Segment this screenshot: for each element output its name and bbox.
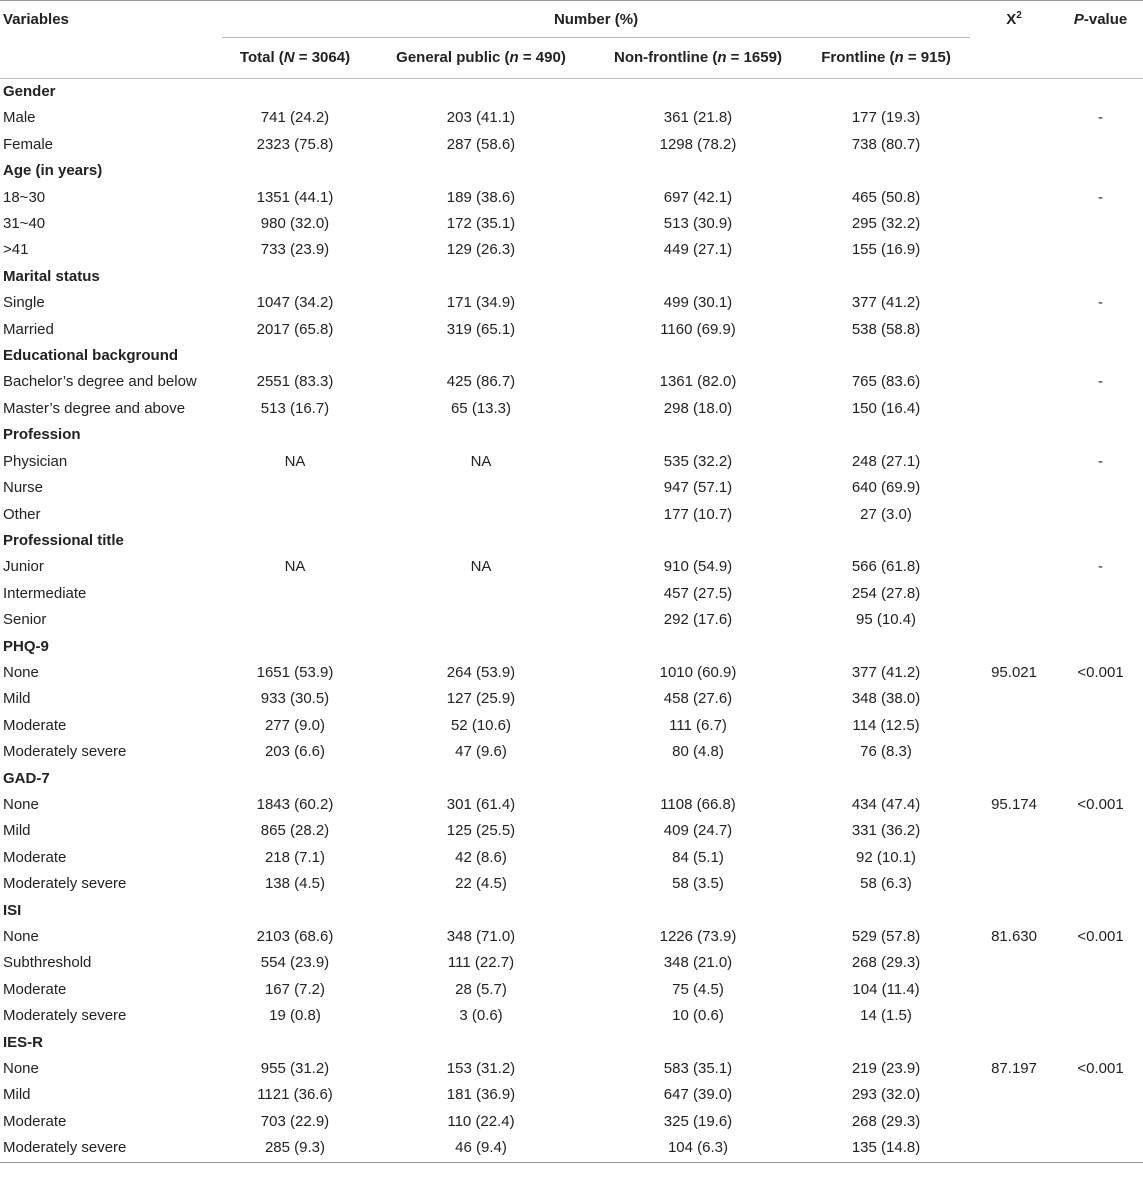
group-label: Marital status [3, 267, 100, 285]
frontline-cell: 377 (41.2) [851, 294, 921, 312]
row-label: Married [3, 320, 54, 338]
frontline-cell: 377 (41.2) [851, 663, 921, 681]
non-frontline-cell: 104 (6.3) [594, 1135, 802, 1162]
non-frontline-cell: 75 (4.5) [672, 980, 724, 998]
frontline-cell: 295 (32.2) [851, 215, 921, 233]
col-post: = 915) [903, 49, 951, 66]
frontline-cell: 348 (38.0) [851, 690, 921, 708]
p-value-cell [1058, 1003, 1143, 1029]
total-cell: 703 (22.9) [260, 1112, 330, 1130]
non-frontline-cell: 1298 (78.2) [659, 135, 737, 153]
table-row [0, 845, 1143, 871]
table-row [0, 818, 1143, 844]
p-value-cell [1058, 502, 1143, 528]
total-cell [222, 475, 368, 501]
chi-x: X [1006, 11, 1017, 28]
col-var: n [509, 49, 519, 66]
group-label: Age (in years) [3, 162, 103, 180]
row-label: Physician [3, 452, 68, 470]
table-row [0, 1082, 1143, 1108]
group-header-row [0, 766, 1143, 792]
chi-square-cell [970, 686, 1058, 712]
p-value-cell [1058, 1109, 1143, 1135]
group-label: IES-R [3, 1033, 44, 1051]
non-frontline-cell: 449 (27.1) [663, 241, 733, 259]
non-frontline-cell: 10 (0.6) [672, 1007, 724, 1025]
general-public-cell: 46 (9.4) [368, 1135, 594, 1162]
group-header-row [0, 343, 1143, 369]
group-label: Educational background [3, 347, 179, 365]
table-row [0, 660, 1143, 686]
table-row [0, 502, 1143, 528]
general-public-cell [368, 581, 594, 607]
chi-square-cell [970, 317, 1058, 343]
row-label: 18~30 [3, 188, 46, 206]
table-row [0, 977, 1143, 1003]
frontline-cell: 254 (27.8) [851, 584, 921, 602]
chi-square-cell [970, 369, 1058, 395]
chi-square-cell [970, 290, 1058, 316]
general-public-cell: 22 (4.5) [455, 875, 507, 893]
frontline-cell: 529 (57.8) [851, 928, 921, 945]
frontline-cell: 268 (29.3) [851, 1112, 921, 1130]
table-body [0, 79, 1143, 1163]
chi-square-cell [970, 871, 1058, 897]
empty-header-cell [1058, 38, 1143, 79]
non-frontline-cell: 647 (39.0) [663, 1086, 733, 1104]
table-row [0, 1056, 1143, 1082]
table-row [0, 185, 1143, 211]
total-cell: 2323 (75.8) [256, 135, 334, 153]
p-value-cell [1058, 607, 1143, 633]
frontline-cell: 114 (12.5) [852, 716, 920, 734]
group-label: Professional title [3, 531, 124, 549]
non-frontline-cell: 409 (24.7) [663, 822, 733, 840]
chi-square-cell [970, 739, 1058, 765]
non-frontline-cell: 325 (19.6) [663, 1112, 733, 1130]
non-frontline-cell: 535 (32.2) [663, 452, 733, 470]
p-value-cell [1058, 132, 1143, 158]
table-row [0, 924, 1143, 950]
total-cell: 933 (30.5) [260, 690, 330, 708]
frontline-cell: 150 (16.4) [851, 399, 921, 417]
empty-header-cell [0, 38, 222, 79]
general-public-cell: 189 (38.6) [446, 188, 516, 206]
table-row [0, 211, 1143, 237]
group-header-row [0, 528, 1143, 554]
group-label: Gender [0, 79, 1143, 106]
chi-square-cell [970, 581, 1058, 607]
chi-square-cell [970, 185, 1058, 211]
group-header-row [0, 634, 1143, 660]
group-label: GAD-7 [3, 769, 50, 787]
table-header [0, 1, 1143, 79]
row-label: Other [3, 505, 41, 523]
total-cell: 955 (31.2) [260, 1060, 330, 1078]
general-public-cell: 319 (65.1) [446, 320, 516, 338]
row-label: Subthreshold [3, 954, 92, 972]
total-cell [222, 607, 368, 633]
total-cell: 865 (28.2) [260, 822, 330, 840]
table-row [0, 290, 1143, 316]
total-cell [222, 581, 368, 607]
table-row [0, 1109, 1143, 1135]
frontline-cell: 76 (8.3) [860, 743, 912, 761]
row-label: Master’s degree and above [3, 399, 186, 417]
row-label: Intermediate [3, 584, 87, 602]
table-row [0, 132, 1143, 158]
chi-square-header [970, 1, 1058, 38]
frontline-cell: 219 (23.9) [851, 1060, 921, 1078]
general-public-cell: 3 (0.6) [459, 1007, 503, 1025]
row-label: Moderate [3, 980, 67, 998]
p-italic: P [1073, 11, 1084, 28]
general-public-cell: 65 (13.3) [450, 399, 512, 417]
frontline-cell: 434 (47.4) [851, 795, 921, 813]
frontline-cell: 538 (58.8) [851, 320, 921, 338]
p-value-cell [1058, 396, 1143, 422]
row-label: Senior [3, 611, 47, 629]
row-label: Mild [3, 822, 31, 840]
total-cell: 218 (7.1) [264, 848, 326, 866]
total-col-header [222, 38, 368, 79]
header-row-1 [0, 1, 1143, 38]
row-label: Moderate [3, 716, 67, 734]
total-cell: 741 (24.2) [260, 109, 330, 127]
p-value-cell: - [1098, 294, 1104, 312]
chi-square-cell [970, 237, 1058, 263]
non-frontline-col-header [594, 38, 802, 79]
col-var: N [283, 49, 295, 66]
frontline-cell: 566 (61.8) [851, 558, 921, 576]
p-value-cell [1058, 581, 1143, 607]
chi-square-cell [970, 1109, 1058, 1135]
total-cell [222, 502, 368, 528]
non-frontline-cell: 910 (54.9) [663, 558, 733, 576]
frontline-cell: 135 (14.8) [802, 1135, 970, 1162]
variables-header: Variables [0, 1, 222, 38]
non-frontline-cell: 499 (30.1) [663, 294, 733, 312]
non-frontline-cell: 947 (57.1) [663, 479, 733, 497]
p-value-cell [1058, 818, 1143, 844]
col-pre: Total ( [239, 49, 284, 66]
general-public-cell: 172 (35.1) [446, 215, 516, 233]
table-row [0, 105, 1143, 131]
chi-square-cell [970, 475, 1058, 501]
general-public-cell [368, 607, 594, 633]
non-frontline-cell: 361 (21.8) [663, 109, 733, 127]
p-value-cell [1058, 950, 1143, 976]
row-label: Mild [3, 1086, 31, 1104]
row-label: None [3, 795, 39, 813]
non-frontline-cell: 84 (5.1) [672, 848, 724, 866]
table-row [0, 792, 1143, 818]
row-label: Male [3, 109, 36, 127]
total-cell: 1843 (60.2) [256, 795, 334, 813]
total-cell: 138 (4.5) [264, 875, 326, 893]
chi-square-cell [970, 818, 1058, 844]
row-label: Moderate [3, 848, 67, 866]
non-frontline-cell: 1160 (69.9) [660, 320, 736, 338]
group-header-row [0, 158, 1143, 184]
chi-square-cell [970, 950, 1058, 976]
p-value-cell [1058, 1082, 1143, 1108]
frontline-cell: 155 (16.9) [851, 241, 921, 259]
total-cell: 2017 (65.8) [256, 320, 334, 338]
general-public-cell: 153 (31.2) [446, 1060, 516, 1078]
number-pct-header: Number (%) [222, 1, 970, 38]
p-value-cell [1058, 713, 1143, 739]
p-value-cell [1058, 1135, 1143, 1162]
chi-square-cell: 87.197 [991, 1060, 1037, 1078]
row-label: None [3, 928, 39, 945]
chi-square-cell [970, 713, 1058, 739]
group-header-row [0, 264, 1143, 290]
non-frontline-cell: 583 (35.1) [663, 1060, 733, 1078]
frontline-cell: 465 (50.8) [851, 188, 921, 206]
col-pre: Frontline ( [821, 49, 895, 66]
non-frontline-cell: 1010 (60.9) [659, 663, 737, 681]
frontline-cell: 177 (19.3) [851, 109, 921, 127]
frontline-cell: 27 (3.0) [860, 505, 912, 523]
non-frontline-cell: 1108 (66.8) [660, 795, 736, 813]
chi-square-cell [970, 845, 1058, 871]
empty-header-cell [970, 38, 1058, 79]
row-label: 31~40 [3, 215, 46, 233]
total-cell: 554 (23.9) [260, 954, 330, 972]
table-row [0, 581, 1143, 607]
general-public-cell: 171 (34.9) [446, 294, 516, 312]
row-label: Moderate [3, 1112, 67, 1130]
total-cell: 2551 (83.3) [256, 373, 334, 391]
row-label: Moderately severe [3, 1007, 127, 1025]
total-cell: 733 (23.9) [260, 241, 330, 259]
frontline-cell: 293 (32.0) [851, 1086, 921, 1104]
p-value-cell: - [1098, 373, 1104, 391]
non-frontline-cell: 348 (21.0) [663, 954, 733, 972]
general-public-cell: 52 (10.6) [450, 716, 512, 734]
col-pre: Non-frontline ( [614, 49, 718, 66]
frontline-cell: 104 (11.4) [852, 980, 920, 998]
general-public-cell [368, 475, 594, 501]
chi-square-cell: 95.021 [991, 663, 1037, 681]
table-row [0, 317, 1143, 343]
row-label: Junior [3, 558, 44, 576]
p-value-cell [1058, 475, 1143, 501]
chi-square-cell [970, 105, 1058, 131]
table-row [0, 396, 1143, 422]
group-label: Profession [3, 426, 81, 444]
table-row [0, 1135, 1143, 1162]
chi-square-cell: 95.174 [991, 795, 1037, 813]
row-label: Bachelor’s degree and below [3, 373, 197, 391]
chi-square-cell [970, 211, 1058, 237]
p-value-cell: - [1098, 558, 1104, 576]
total-cell: 513 (16.7) [260, 399, 330, 417]
total-cell: 1651 (53.9) [256, 663, 334, 681]
frontline-cell: 95 (10.4) [856, 611, 917, 629]
table-row [0, 950, 1143, 976]
chi-square-cell [970, 1135, 1058, 1162]
frontline-cell: 14 (1.5) [860, 1007, 912, 1025]
p-value-cell [1058, 977, 1143, 1003]
p-value-cell [1058, 739, 1143, 765]
non-frontline-cell: 298 (18.0) [663, 399, 733, 417]
row-label: >41 [3, 241, 29, 259]
p-value-cell [1058, 871, 1143, 897]
non-frontline-cell: 58 (3.5) [672, 875, 724, 893]
general-public-cell: 28 (5.7) [455, 980, 507, 998]
chi-square-cell [970, 396, 1058, 422]
general-public-cell: 181 (36.9) [446, 1086, 516, 1104]
col-post: = 1659) [726, 49, 782, 66]
table-row [0, 369, 1143, 395]
total-cell: 19 (0.8) [269, 1007, 321, 1025]
general-public-cell: 425 (86.7) [446, 373, 516, 391]
non-frontline-cell: 513 (30.9) [663, 215, 733, 233]
chi-square-cell [970, 502, 1058, 528]
p-value-cell [1058, 317, 1143, 343]
table-row [0, 607, 1143, 633]
total-cell: 2103 (68.6) [256, 928, 334, 945]
table-row [0, 554, 1143, 580]
non-frontline-cell: 292 (17.6) [663, 611, 733, 629]
non-frontline-cell: 177 (10.7) [663, 505, 733, 523]
total-cell: 167 (7.2) [264, 980, 326, 998]
non-frontline-cell: 111 (6.7) [669, 716, 727, 734]
group-header-row [0, 1030, 1143, 1056]
total-cell: NA [284, 558, 306, 576]
chi-square-cell [970, 554, 1058, 580]
p-rest: -value [1083, 11, 1128, 28]
group-header-row [0, 898, 1143, 924]
total-cell: 203 (6.6) [264, 743, 326, 761]
total-cell: 1121 (36.6) [257, 1086, 333, 1104]
total-cell: 1351 (44.1) [256, 188, 334, 206]
frontline-cell: 738 (80.7) [851, 135, 921, 153]
table-row [0, 739, 1143, 765]
non-frontline-cell: 697 (42.1) [663, 188, 733, 206]
frontline-cell: 92 (10.1) [856, 848, 917, 866]
row-label: Single [3, 294, 45, 312]
chi-sup: 2 [1016, 10, 1022, 21]
general-public-cell: 111 (22.7) [447, 954, 515, 972]
p-value-cell: <0.001 [1077, 663, 1124, 681]
general-public-cell [368, 502, 594, 528]
table-row [0, 1003, 1143, 1029]
non-frontline-cell: 458 (27.6) [663, 690, 733, 708]
col-pre: General public ( [396, 49, 510, 66]
row-label: Female [3, 135, 54, 153]
general-public-cell: 125 (25.5) [446, 822, 516, 840]
general-public-cell: 127 (25.9) [446, 690, 516, 708]
total-cell: 980 (32.0) [260, 215, 330, 233]
non-frontline-cell: 80 (4.8) [672, 743, 724, 761]
p-value-cell: - [1098, 452, 1104, 470]
p-value-cell: <0.001 [1077, 928, 1124, 945]
frontline-cell: 331 (36.2) [851, 822, 921, 840]
table-row [0, 713, 1143, 739]
group-header-row [0, 422, 1143, 448]
p-value-cell [1058, 237, 1143, 263]
chi-square-cell [970, 977, 1058, 1003]
general-public-cell: NA [470, 452, 492, 470]
p-value-cell [1058, 211, 1143, 237]
chi-square-cell [970, 132, 1058, 158]
chi-square-cell [970, 1003, 1058, 1029]
general-public-cell: 264 (53.9) [446, 663, 516, 681]
table-row [0, 449, 1143, 475]
general-public-cell: 301 (61.4) [446, 795, 516, 813]
frontline-col-header [802, 38, 970, 79]
p-value-cell: - [1098, 188, 1104, 206]
total-cell: 1047 (34.2) [256, 294, 334, 312]
general-public-cell: 129 (26.3) [446, 241, 516, 259]
general-public-col-header [368, 38, 594, 79]
non-frontline-cell: 1226 (73.9) [659, 928, 737, 945]
p-value-cell [1058, 686, 1143, 712]
general-public-cell: 287 (58.6) [446, 135, 516, 153]
p-value-header [1058, 1, 1143, 38]
row-label: Moderately severe [3, 743, 127, 761]
group-label: ISI [3, 901, 22, 919]
p-value-cell: - [1098, 109, 1104, 127]
col-var: n [894, 49, 904, 66]
chi-square-cell [970, 1082, 1058, 1108]
frontline-cell: 248 (27.1) [851, 452, 921, 470]
row-label: None [3, 663, 39, 681]
row-label: Mild [3, 690, 31, 708]
general-public-cell: NA [470, 558, 492, 576]
frontline-cell: 640 (69.9) [851, 479, 921, 497]
general-public-cell: 110 (22.4) [447, 1112, 515, 1130]
frontline-cell: 268 (29.3) [851, 954, 921, 972]
table-row [0, 237, 1143, 263]
general-public-cell: 203 (41.1) [446, 109, 516, 127]
table-row [0, 871, 1143, 897]
table-row [0, 686, 1143, 712]
col-post: = 3064) [294, 49, 351, 66]
p-value-cell [1058, 845, 1143, 871]
table-row [0, 475, 1143, 501]
non-frontline-cell: 457 (27.5) [663, 584, 733, 602]
total-cell: NA [284, 452, 306, 470]
p-value-cell: <0.001 [1077, 795, 1124, 813]
header-row-2 [0, 38, 1143, 79]
chi-square-cell [970, 449, 1058, 475]
group-header-row [0, 79, 1143, 106]
row-label: None [3, 1060, 39, 1078]
row-label: Moderately severe [3, 875, 127, 893]
row-label: Nurse [3, 479, 44, 497]
general-public-cell: 348 (71.0) [446, 928, 516, 945]
frontline-cell: 58 (6.3) [860, 875, 912, 893]
general-public-cell: 42 (8.6) [455, 848, 507, 866]
p-value-cell: <0.001 [1077, 1060, 1124, 1078]
general-public-cell: 47 (9.6) [455, 743, 507, 761]
chi-square-cell: 81.630 [991, 928, 1037, 945]
total-cell: 285 (9.3) [222, 1135, 368, 1162]
total-cell: 277 (9.0) [264, 716, 326, 734]
non-frontline-cell: 1361 (82.0) [659, 373, 737, 391]
col-var: n [717, 49, 727, 66]
col-post: = 490) [518, 49, 566, 66]
frontline-cell: 765 (83.6) [851, 373, 921, 391]
chi-square-cell [970, 607, 1058, 633]
group-label: PHQ-9 [3, 637, 49, 655]
row-label: Moderately severe [0, 1135, 222, 1162]
